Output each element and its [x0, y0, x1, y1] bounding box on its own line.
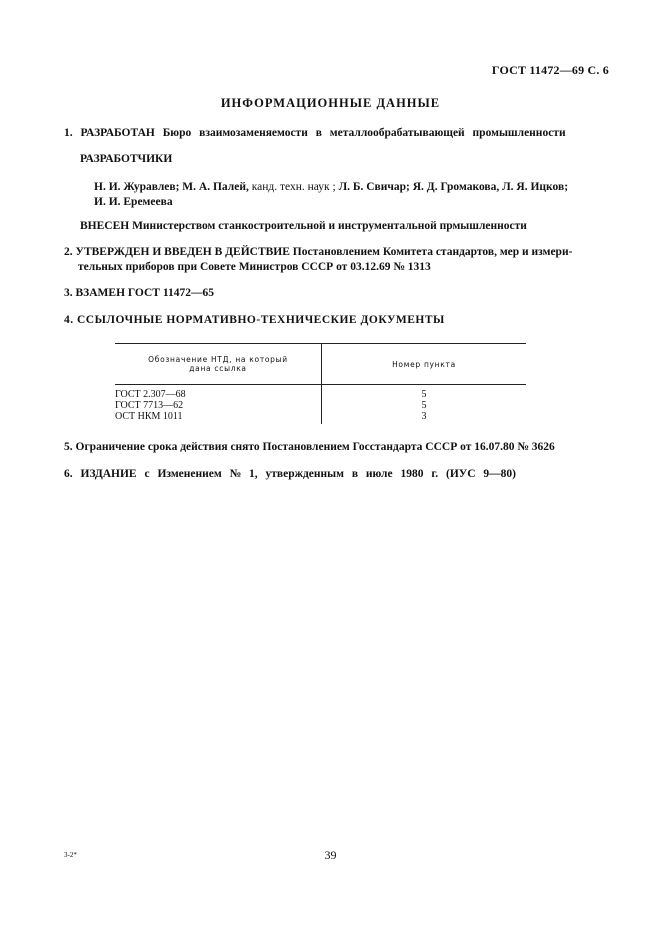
table-row — [115, 411, 526, 424]
item-3-text: ВЗАМЕН ГОСТ 11472—65 — [75, 287, 214, 299]
developers-heading: РАЗРАБОТЧИКИ — [80, 153, 173, 165]
print-mark: 3-2* — [64, 851, 77, 859]
cell-clause: 5 — [421, 389, 427, 400]
column-header-document-line-1: Обозначение НТД, на который — [148, 355, 288, 364]
item-2-number: 2. — [64, 246, 73, 258]
developers-line-2: И. И. Еремеева — [94, 196, 173, 208]
table-row — [115, 400, 526, 411]
item-5-text: Ограничение срока действия снято Постановлением Госстандарта СССР от 16.07.80 № 3626 — [75, 441, 555, 453]
cell-document: ГОСТ 2.307—68 — [115, 385, 322, 401]
page-header: ГОСТ 11472—69 С. 6 — [491, 63, 609, 77]
cell-document: ГОСТ 7713—62 — [115, 400, 322, 411]
item-5 — [64, 440, 555, 455]
item-1-number: 1. — [64, 127, 73, 139]
item-1-text: Бюро взаимозаменяемости в металлообрабатывающей промышленности — [162, 127, 566, 139]
introduced-by: ВНЕСЕН Министерством станкостроительной и инструментальной прмышленности — [80, 220, 527, 232]
item-3-number: 3. — [64, 287, 73, 299]
references-table — [115, 343, 526, 424]
page-number: 39 — [324, 848, 337, 862]
item-1 — [64, 126, 566, 141]
item-6-number: 6. — [64, 468, 73, 480]
developers-degree: канд. техн. наук ; — [251, 181, 336, 193]
column-header-clause: Номер пункта — [322, 344, 527, 385]
item-6-text: ИЗДАНИЕ с Изменением № 1, утвержденным в июле 1980 г. (ИУС 9—80) — [80, 468, 516, 480]
cell-clause: 3 — [421, 411, 427, 422]
item-4-number: 4. — [64, 314, 74, 326]
item-2-line-1 — [64, 245, 604, 260]
developers-names-1: Н. И. Журавлев; М. А. Палей, — [94, 181, 249, 193]
developers-names-2: Л. Б. Свичар; Я. Д. Громакова, Л. Я. Ицков; — [338, 181, 569, 193]
item-2-line-2: тельных приборов при Совете Министров СССР от 03.12.69 № 1313 — [78, 261, 431, 273]
developers-line-1 — [94, 180, 604, 195]
section-title: ИНФОРМАЦИОННЫЕ ДАННЫЕ — [220, 96, 441, 110]
table-row — [115, 385, 526, 401]
developers-list — [94, 180, 604, 210]
item-3 — [64, 286, 214, 301]
item-1-label: РАЗРАБОТАН — [80, 127, 155, 139]
column-header-document-line-2: дана ссылка — [189, 364, 247, 373]
cell-clause: 5 — [421, 400, 427, 411]
cell-document: ОСТ НКМ 1011 — [115, 411, 322, 424]
table-header-row — [115, 344, 526, 385]
column-header-document — [115, 344, 322, 385]
item-6 — [64, 467, 516, 482]
item-4 — [64, 313, 445, 328]
item-2-text-1: УТВЕРЖДЕН И ВВЕДЕН В ДЕЙСТВИЕ Постановлением Комитета стандартов, мер и измери- — [75, 246, 573, 258]
item-5-number: 5. — [64, 441, 73, 453]
item-2 — [64, 245, 604, 275]
item-4-text: ССЫЛОЧНЫЕ НОРМАТИВНО-ТЕХНИЧЕСКИЕ ДОКУМЕНТЫ — [77, 314, 445, 326]
